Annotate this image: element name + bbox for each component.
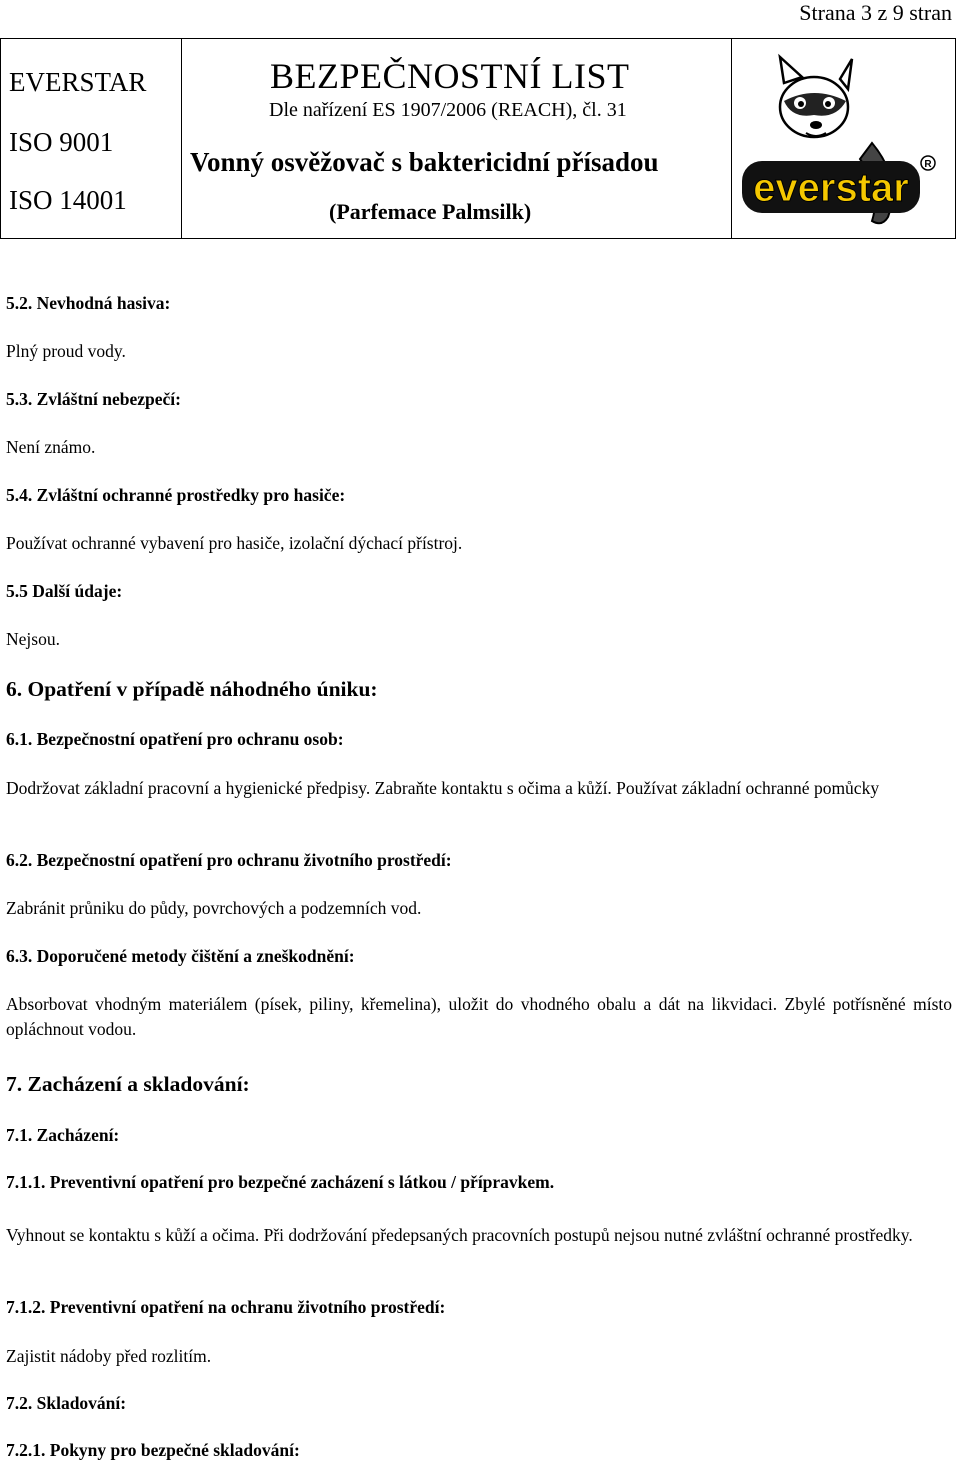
document-header	[0, 38, 956, 239]
section-6-3-text: Absorbovat vhodným materiálem (písek, piliny, křemelina), uložit do vhodného obalu a dát na likvidaci. Zbylé potřísněné místo opláchnout vodou.	[6, 994, 952, 1039]
section-6-2-heading: 6.2. Bezpečnostní opatření pro ochranu životního prostředí:	[6, 850, 452, 870]
registered-mark: R	[924, 159, 932, 170]
document-title-block	[182, 39, 732, 238]
document-title: BEZPEČNOSTNÍ LIST	[270, 56, 630, 96]
logo-area	[732, 39, 955, 238]
section-7-heading: 7. Zacházení a skladování:	[6, 1072, 250, 1096]
company-info	[1, 39, 182, 238]
regulation-reference: Dle nařízení ES 1907/2006 (REACH), čl. 31	[269, 99, 627, 121]
section-6-1-heading: 6.1. Bezpečnostní opatření pro ochranu osob:	[6, 729, 344, 749]
section-6-1-text: Dodržovat základní pracovní a hygienické předpisy. Zabraňte kontaktu s očima a kůží. Používat základní ochranné pomůcky	[6, 778, 880, 798]
section-5-5-heading: 5.5 Další údaje:	[6, 581, 123, 601]
trade-name: (Parfemace Palmsilk)	[329, 199, 532, 224]
logo-text: everstar	[753, 166, 909, 210]
section-7-1-heading: 7.1. Zacházení:	[6, 1125, 120, 1145]
section-7-1-2-text: Zajistit nádoby před rozlitím.	[6, 1346, 212, 1366]
section-6-heading: 6. Opatření v případě náhodného úniku:	[6, 677, 378, 701]
product-name: Vonný osvěžovač s baktericidní přísadou	[190, 147, 659, 177]
section-5-4-heading: 5.4. Zvláštní ochranné prostředky pro hasiče:	[6, 485, 346, 505]
section-5-3-heading: 5.3. Zvláštní nebezpečí:	[6, 389, 181, 409]
section-5-5-text: Nejsou.	[6, 629, 60, 649]
page-number: Strana 3 z 9 stran	[799, 0, 952, 25]
iso-9001: ISO 9001	[9, 127, 114, 157]
section-5-3-text: Není známo.	[6, 437, 96, 457]
section-6-2-text: Zabránit průniku do půdy, povrchových a podzemních vod.	[6, 898, 422, 918]
iso-14001: ISO 14001	[9, 185, 127, 215]
section-7-1-1-text: Vyhnout se kontaktu s kůží a očima. Při dodržování předepsaných pracovních postupů nejsou nutné zvláštní ochranné prostředky.	[6, 1225, 913, 1245]
everstar-wordmark	[742, 161, 920, 213]
section-5-2-text: Plný proud vody.	[6, 341, 126, 361]
section-6-3-heading: 6.3. Doporučené metody čištění a zneškodnění:	[6, 946, 355, 966]
section-7-1-2-heading: 7.1.2. Preventivní opatření na ochranu životního prostředí:	[6, 1297, 446, 1317]
section-5-4-text: Používat ochranné vybavení pro hasiče, izolační dýchací přístroj.	[6, 533, 463, 553]
section-7-2-heading: 7.2. Skladování:	[6, 1393, 127, 1413]
section-5-2-heading: 5.2. Nevhodná hasiva:	[6, 293, 171, 313]
company-name: EVERSTAR	[9, 67, 147, 97]
section-7-1-1-heading: 7.1.1. Preventivní opatření pro bezpečné zacházení s látkou / přípravkem.	[6, 1172, 555, 1192]
everstar-logo	[732, 39, 954, 237]
section-7-2-1-heading: 7.2.1. Pokyny pro bezpečné skladování:	[6, 1440, 300, 1460]
